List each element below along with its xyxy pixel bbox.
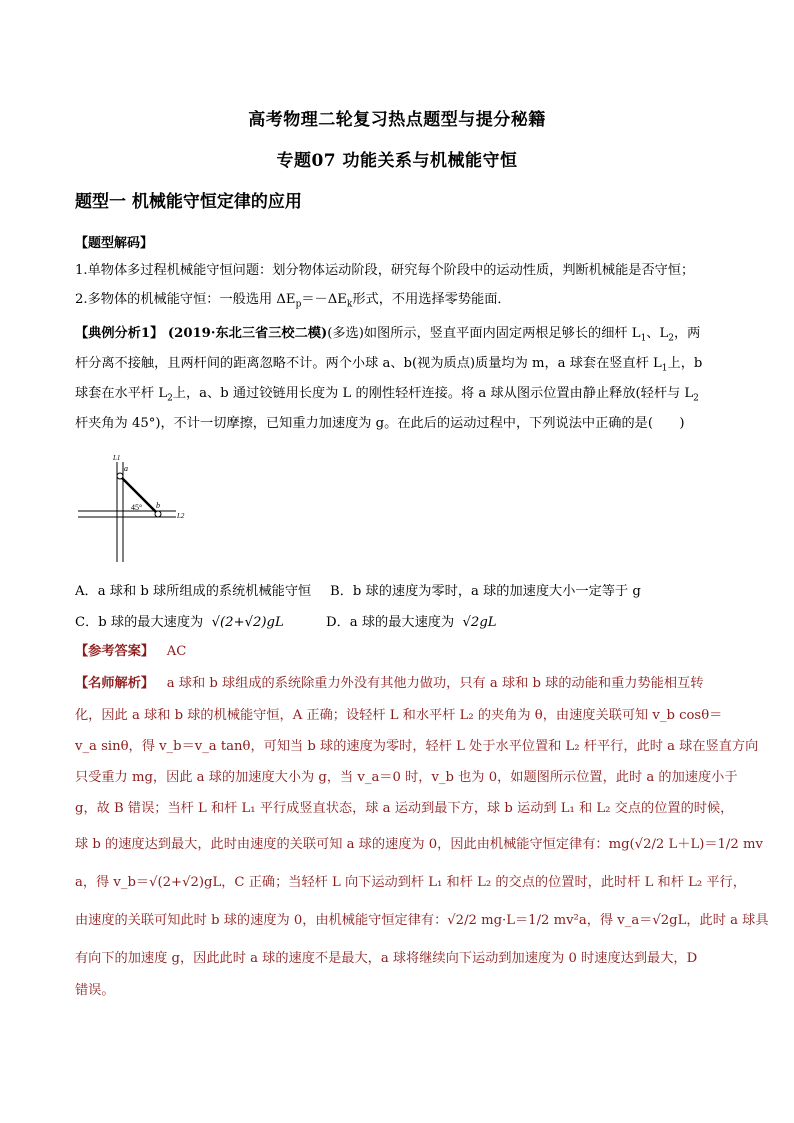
ball-b <box>155 511 161 517</box>
example-tag: 【典例分析1】 <box>75 326 164 341</box>
analysis-line-6: 球 b 的速度达到最大，此时由速度的关联可知 a 球的速度为 0，因此由机械能守恒定律有：mg(√2/2 L＋L)＝1/2 mv <box>75 837 763 852</box>
analysis-line-2: 化，因此 a 球和 b 球的机械能守恒，A 正确；设轻杆 L 和水平杆 L₂ 的夹角为 θ，由速度关联可知 v_b cosθ＝ <box>75 708 723 723</box>
label-l1: L1 <box>113 454 121 462</box>
label-l2: L2 <box>177 512 185 520</box>
answer-value: AC <box>166 644 187 659</box>
option-a: A．a 球和 b 球所组成的系统机械能守恒 <box>75 584 312 599</box>
option-b: B．b 球的速度为零时，a 球的加速度大小一定等于 g <box>330 584 641 599</box>
example-text-7: 上，a、b 通过铰链用长度为 L 的刚性轻杆连接。将 a 球从图示位置由静止释放(轻杆与 L <box>172 386 694 401</box>
ball-a <box>117 473 123 479</box>
label-angle: 45° <box>131 503 143 512</box>
interpret-text-c: 形式，不用选择零势能面． <box>352 292 511 307</box>
example-line-2 <box>75 355 702 378</box>
example-text-5: 上，b <box>667 356 703 371</box>
rod-diagram <box>76 450 196 570</box>
option-c-expr: √(2+√2)gL <box>211 615 284 630</box>
analysis-text-1: a 球和 b 球组成的系统除重力外没有其他力做功，只有 a 球和 b 球的动能和重力势能相互转 <box>166 676 704 691</box>
answer-line <box>75 643 186 661</box>
answer-tag: 【参考答案】 <box>75 644 155 659</box>
example-line-3 <box>75 385 699 408</box>
label-b: b <box>156 501 160 510</box>
option-d-expr: √2gL <box>462 615 497 630</box>
analysis-line-10: 错误。 <box>75 983 115 998</box>
section-heading: 题型一 机械能守恒定律的应用 <box>75 192 302 212</box>
example-text-6: 球套在水平杆 L <box>75 386 168 401</box>
example-text-2: 、L <box>646 326 669 341</box>
option-c <box>75 611 284 630</box>
label-a: a <box>124 464 128 473</box>
document-title: 高考物理二轮复习热点题型与提分秘籍 <box>248 110 546 130</box>
option-d <box>326 611 497 630</box>
interpret-text-a: 2.多物体的机械能守恒：一般选用 ΔE <box>75 292 296 307</box>
analysis-line-3: v_a sinθ，得 v_b＝v_a tanθ，可知当 b 球的速度为零时，轻杆 L 处于水平位置和 L₂ 杆平行，此时 a 球在竖直方向 <box>75 739 759 754</box>
example-text-1: (多选)如图所示，竖直平面内固定两根足够长的细杆 L <box>327 326 641 341</box>
subscript-p: p <box>295 299 302 310</box>
analysis-tag: 【名师解析】 <box>75 676 155 691</box>
interpret-line-1: 1.单物体多过程机械能守恒问题：划分物体运动阶段，研究每个阶段中的运动性质，判断机械能是否守恒； <box>75 263 695 278</box>
analysis-line-7: a，得 v_b＝√(2+√2)gL，C 正确；当轻杆 L 向下运动到杆 L₁ 和杆 L₂ 的交点的位置时，此时杆 L 和杆 L₂ 平行， <box>75 875 746 890</box>
sub-5: 2 <box>693 393 699 404</box>
example-text-4: 杆分离不接触，且两杆间的距离忽略不计。两个小球 a、b(视为质点)质量均为 m，a 球套在竖直杆 L <box>75 356 662 371</box>
interpret-text-b: ＝－ΔE <box>301 292 347 307</box>
subscript-k: k <box>346 299 353 310</box>
sub-4: 2 <box>167 393 173 404</box>
example-line-4: 杆夹角为 45°)，不计一切摩擦，已知重力加速度为 g。在此后的运动过程中，下列说法中正确的是( ) <box>75 416 685 431</box>
example-text-3: ，两 <box>673 326 701 341</box>
analysis-line-5: g，故 B 错误；当杆 L 和杆 L₁ 平行成竖直状态，球 a 运动到最下方，球 b 运动到 L₁ 和 L₂ 交点的位置的时候， <box>75 801 734 816</box>
analysis-line-1 <box>75 675 703 693</box>
example-line-1 <box>75 325 700 348</box>
interpret-tag: 【题型解码】 <box>75 236 154 251</box>
analysis-line-9: 有向下的加速度 g，因此此时 a 球的速度不是最大，a 球将继续向下运动到加速度为 0 时速度达到最大，D <box>75 951 698 966</box>
option-c-text: C．b 球的最大速度为 <box>75 615 204 630</box>
sub-2: 2 <box>668 333 674 344</box>
document-subtitle: 专题07 功能关系与机械能守恒 <box>276 151 518 171</box>
analysis-line-4: 只受重力 mg，因此 a 球的加速度大小为 g，当 v_a＝0 时，v_b 也为 0，如题图所示位置，此时 a 的加速度小于 <box>75 770 738 785</box>
example-source: (2019·东北三省三校二模) <box>167 326 328 341</box>
analysis-line-8: 由速度的关联可知此时 b 球的速度为 0，由机械能守恒定律有：√2/2 mg·L＝1/2 mv²a，得 v_a＝√2gL，此时 a 球具 <box>75 913 769 928</box>
sub-1: 1 <box>640 333 647 344</box>
option-d-text: D．a 球的最大速度为 <box>326 615 455 630</box>
sub-3: 1 <box>661 363 668 374</box>
interpret-line-2 <box>75 291 511 314</box>
